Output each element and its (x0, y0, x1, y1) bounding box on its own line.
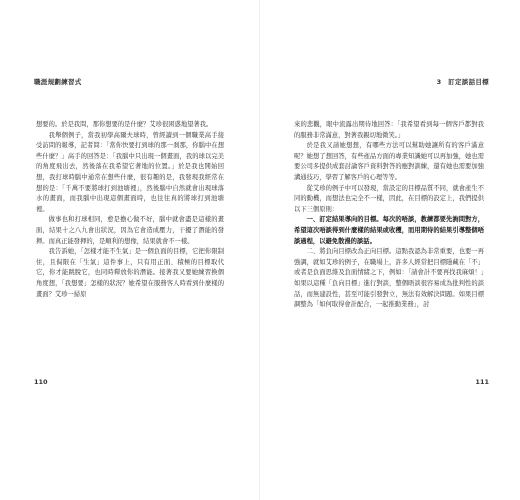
right-paragraph-5-principle-two: 二、將負向目標改為正向目標。這點我認為非常重要，也要一再強調，就如艾珍的例子，在職場上，許多人經常把目標隱藏在「不」或者是負面思維及負面情緒之下，例如：「請會計不要再找我麻煩！」如果以這種「負向目標」進行對談，整個晤談很容易成為批判性的談話，而無建設性，甚至可能引發對立，無法有效解決問題。如果目標調整為「如何取得會計配合，一起推動業務」，討 (294, 248, 484, 309)
left-running-head: 職涯規劃練習式 (34, 78, 82, 86)
right-paragraph-3: 從艾珍的例子中可以發現，當設定的目標品質不同，就會產生不同的動機，而想法也完全不一樣，因此，在目標的設定上，我們提供以下三個原則： (294, 184, 484, 213)
right-body-text (294, 120, 484, 311)
right-paragraph-2: 於是我又請她想想，有哪些方法可以幫助她讓所有的客戶滿意呢？她想了想回答，有些產品方面的專業知識她可以再加強，她也需要公司多提供成套討論客戶資料對答的應對訓練，還有她也需要加強溝通技巧，學習了解客戶的心理等等。 (294, 142, 484, 181)
left-paragraph-2: 我舉個例子，當我初學高爾夫球時，曾經讀到一個職業高手接受訪問的報導，記者問：「當你快要打到球的那一刹那，你腦中在想些什麼？」高手的回答是：「我腦中只出現一個畫面，我的球以完美的角度飛出去，然後落在我希望它著地的位置。」於是我也開始回想，我打球時腦中通常在想些什麼，很有趣的是，我發現我經常在想的是：「千萬不要將球打到池塘裡」，然後腦中自然就會出現球落水的畫面，而我腦中出現這個畫面時，也往往真的將球打到池塘裡。 (36, 131, 224, 213)
right-running-head: 3 訂定談話目標 (436, 78, 489, 86)
right-page (260, 0, 520, 500)
left-body-text (36, 120, 224, 300)
left-page-number: 110 (34, 378, 48, 386)
right-paragraph-4-principle-one: 一、訂定結果導向的目標。每次的唔談，教練都要先詢問對方，希望這次唔談得到什麼樣的結果或收穫，而用期待的結果引導整個唔談過程，以避免散漫的談話。 (294, 216, 484, 245)
right-page-number: 111 (475, 378, 489, 386)
left-paragraph-3: 做事也和打球相同，愈是擔心做不好，腦中就會盡是這樣的畫面，結果十之八九會出狀況，因為它會造成壓力，干擾了潛能的發揮。而真正能發揮的，是順利的想像，結果就會不一樣。 (36, 216, 224, 245)
left-paragraph-4: 我告訴她，「怎樣才能不生氣」是一個負面的目標，它把你限制住，且侷限在「生氣」這件事上，只有用正面、積極的目標取代它，你才能跳脫它，也同時釋放你的潛能。接著我又要她練習換個角度想，「我想要」怎樣的狀況？她希望在服務客人時看到什麼樣的畫面？艾珍一掃原 (36, 248, 224, 298)
left-paragraph-1: 想要的。於是我問，那你想要的是什麼？艾珍很困惑地望著我。 (36, 121, 213, 128)
right-paragraph-1: 來的悲觀，眼中流露出期待地回答：「我希望看到每一個客戶都對我的服務非常滿意，對著我親切地微笑。」 (294, 121, 484, 139)
